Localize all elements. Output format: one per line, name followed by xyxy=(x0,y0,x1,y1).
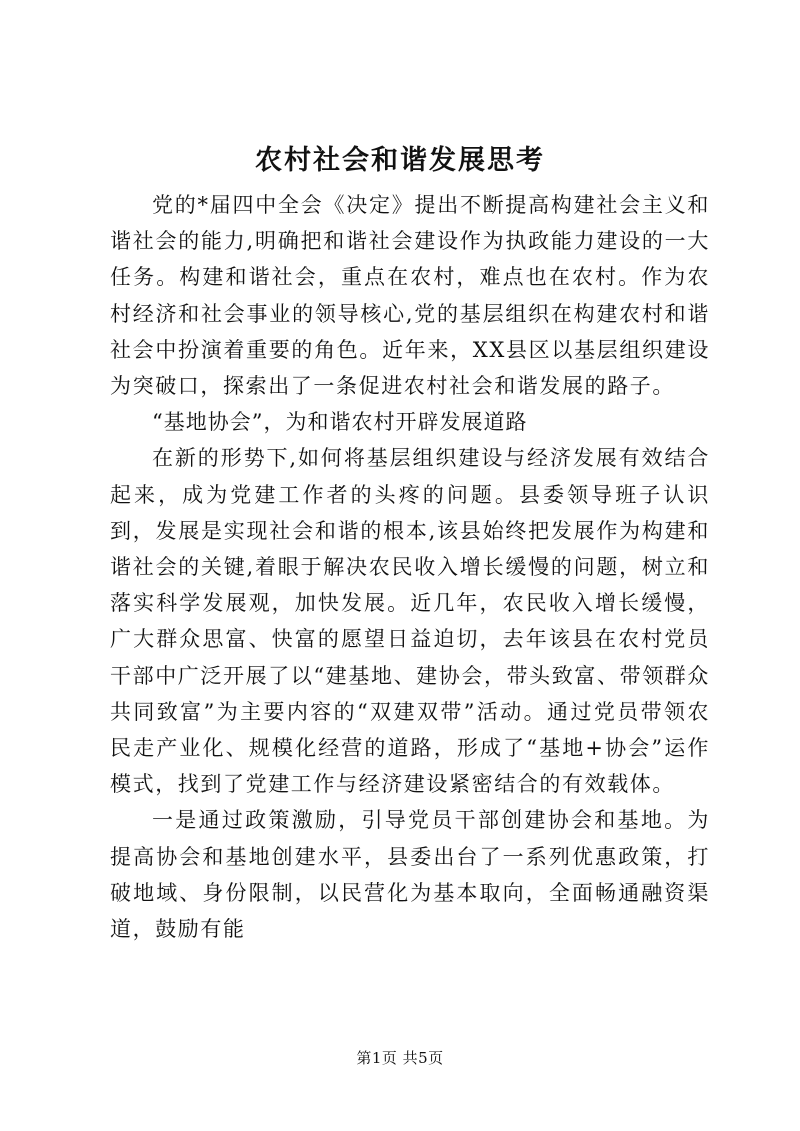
paragraph-development: 在新的形势下,如何将基层组织建设与经济发展有效结合起来，成为党建工作者的头疼的问题。县委领导班子认识到，发展是实现社会和谐的根本,该县始终把发展作为构建和谐社会的关键,着眼于解决农民收入增长缓慢的问题，树立和落实科学发展观，加快发展。近几年，农民收入增长缓慢，广大群众思富、快富的愿望日益迫切，去年该县在农村党员干部中广泛开展了以“建基地、建协会，带头致富、带领群众共同致富”为主要内容的“双建双带”活动。通过党员带领农民走产业化、规模化经营的道路，形成了“基地+协会”运作模式，找到了党建工作与经济建设紧密结合的有效载体。 xyxy=(110,446,710,797)
section-heading: “基地协会”，为和谐农村开辟发展道路 xyxy=(152,410,528,435)
document-title: 农村社会和谐发展思考 xyxy=(255,145,545,176)
paragraph-policy: 一是通过政策激励，引导党员干部创建协会和基地。为提高协会和基地创建水平，县委出台了一系列优惠政策，打破地域、身份限制，以民营化为基本取向，全面畅通融资渠道，鼓励有能 xyxy=(110,808,710,942)
paragraph-intro: 党的*届四中全会《决定》提出不断提高构建社会主义和谐社会的能力,明确把和谐社会建设作为执政能力建设的一大任务。构建和谐社会，重点在农村，难点也在农村。作为农村经济和社会事业的领导核心,党的基层组织在构建农村和谐社会中扮演着重要的角色。近年来，XX县区以基层组织建设为突破口，探索出了一条促进农村社会和谐发展的路子。 xyxy=(110,193,710,399)
document-body xyxy=(110,187,710,947)
page-number: 第1页 共5页 xyxy=(356,1049,444,1067)
